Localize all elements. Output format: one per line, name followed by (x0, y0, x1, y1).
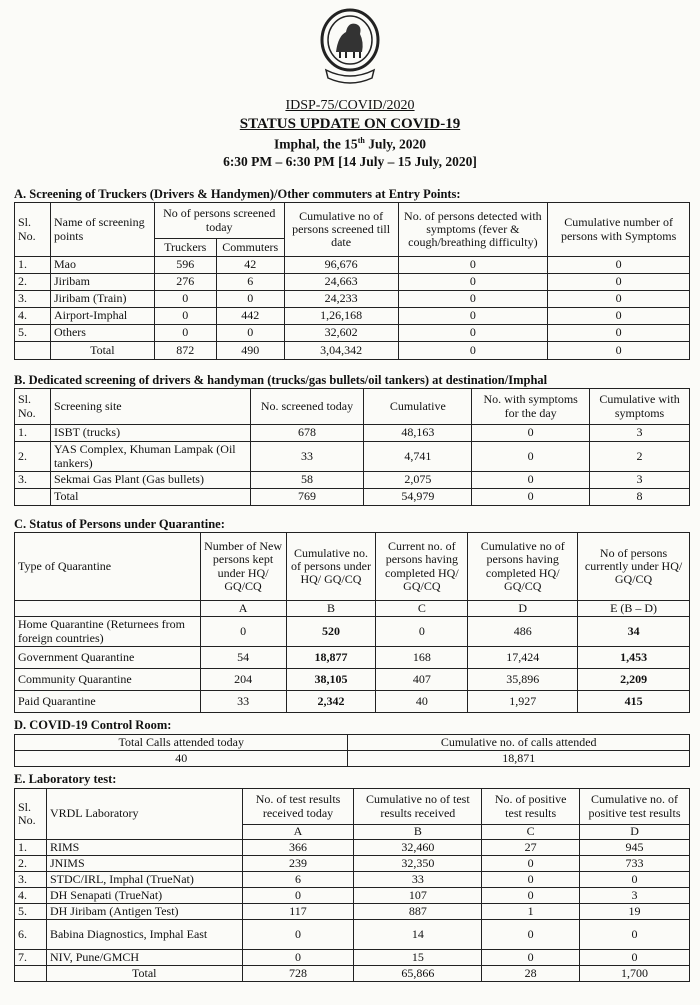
table-row: 2. YAS Complex, Khuman Lampak (Oil tankers) 33 4,741 0 2 (15, 442, 690, 472)
section-c-heading: C. Status of Persons under Quarantine: (14, 517, 225, 531)
section-d-heading: D. COVID-19 Control Room: (14, 718, 172, 732)
table-row: 5. DH Jiribam (Antigen Test) 117 887 1 19 (15, 904, 690, 920)
table-total-row: Total 728 65,866 28 1,700 (15, 966, 690, 982)
table-row: 3. Jiribam (Train) 0 0 24,233 0 0 (15, 291, 690, 308)
table-row: Home Quarantine (Returnees from foreign countries) 0 520 0 486 34 (15, 617, 690, 647)
table-row: 5. Others 0 0 32,602 0 0 (15, 325, 690, 342)
quarantine-table: Type of Quarantine Number of New persons kept under HQ/ GQ/CQ Cumulative no. of persons under HQ/ GQ/CQ Current no. of persons having completed HQ/ GQ/CQ Cumulative no of persons having completed HQ/ GQ/CQ No of persons currently under HQ/ GQ/CQ A B C D E (B – D) Home Quarantine (Returnees from foreign countries) 0 520 0 486 34 Government Quarantine 54 18,877 168 17,424 1,453 Community Quarantine 204 38,105 407 35,896 2,209 Paid Quarantine 33 2,342 40 1,927 415 (14, 532, 690, 713)
table-row: 1. RIMS 366 32,460 27 945 (15, 840, 690, 856)
control-room-table: Total Calls attended today Cumulative no. of calls attended 40 18,871 (14, 734, 690, 767)
report-period: 6:30 PM – 6:30 PM [14 July – 15 July, 2020] (223, 154, 477, 169)
calls-cumulative: 18,871 (348, 751, 690, 767)
table-total-row: Total 769 54,979 0 8 (15, 489, 690, 506)
table-row: Paid Quarantine 33 2,342 40 1,927 415 (15, 691, 690, 713)
table-row: 4. DH Senapati (TrueNat) 0 107 0 3 (15, 888, 690, 904)
table-row: Government Quarantine 54 18,877 168 17,424 1,453 (15, 647, 690, 669)
table-row: 2. JNIMS 239 32,350 0 733 (15, 856, 690, 872)
document-title: STATUS UPDATE ON COVID-19 (239, 116, 461, 132)
calls-today: 40 (15, 751, 348, 767)
table-row: 1. Mao 596 42 96,676 0 0 (15, 257, 690, 274)
destination-screening-table: Sl. No. Screening site No. screened today Cumulative No. with symptoms for the day Cumulative with symptoms 1. ISBT (trucks) 678 48,163 0 3 2. YAS Complex, Khuman Lampak (Oil tankers) 33 4,741 0 2 3. Sekmai Gas Plant (Gas bullets) 58 2,075 0 3 Total 769 54,979 0 8 (14, 388, 690, 506)
state-emblem (318, 8, 382, 88)
table-row: 6. Babina Diagnostics, Imphal East 0 14 0 0 (15, 920, 690, 950)
table-row: 4. Airport-Imphal 0 442 1,26,168 0 0 (15, 308, 690, 325)
table-row: 1. ISBT (trucks) 678 48,163 0 3 (15, 425, 690, 442)
section-e-heading: E. Laboratory test: (14, 772, 117, 786)
table-total-row: Total 872 490 3,04,342 0 0 (15, 342, 690, 360)
section-a-heading: A. Screening of Truckers (Drivers & Handymen)/Other commuters at Entry Points: (14, 187, 461, 201)
table-row: 3. Sekmai Gas Plant (Gas bullets) 58 2,075 0 3 (15, 472, 690, 489)
section-b-heading: B. Dedicated screening of drivers & handyman (trucks/gas bullets/oil tankers) at destination/Imphal (14, 373, 548, 387)
truckers-screening-table: Sl. No. Name of screening points No of persons screened today Cumulative no of persons screened till date No. of persons detected with symptoms (fever & cough/breathing difficulty) Cumulative number of persons with Symptoms Truckers Commuters 1. Mao 596 42 96,676 0 0 2. Jiribam 276 6 24,663 0 0 3. Jiribam (Train) 0 0 24,233 0 0 4. Airport-Imphal 0 442 1,26,168 0 0 5. Others 0 0 32,602 0 0 Total 872 490 3,04,342 0 0 (14, 202, 690, 360)
laboratory-table: Sl. No. VRDL Laboratory No. of test results received today Cumulative no of test results received No. of positive test results Cumulative no. of positive test results A B C D 1. RIMS 366 32,460 27 945 2. JNIMS 239 32,350 0 733 3. STDC/IRL, Imphal (TrueNat) 6 33 0 0 4. DH Senapati (TrueNat) 0 107 0 3 5. DH Jiribam (Antigen Test) 117 887 1 19 6. Babina Diagnostics, Imphal East 0 14 0 0 7. NIV, Pune/GMCH 0 15 0 0 Total 728 65,866 28 1,700 (14, 788, 690, 982)
reference-number: IDSP-75/COVID/2020 (285, 98, 415, 113)
table-row: Community Quarantine 204 38,105 407 35,896 2,209 (15, 669, 690, 691)
place-date: Imphal, the 15th July, 2020 (274, 136, 426, 152)
table-row: 7. NIV, Pune/GMCH 0 15 0 0 (15, 950, 690, 966)
table-row: 2. Jiribam 276 6 24,663 0 0 (15, 274, 690, 291)
table-row: 3. STDC/IRL, Imphal (TrueNat) 6 33 0 0 (15, 872, 690, 888)
